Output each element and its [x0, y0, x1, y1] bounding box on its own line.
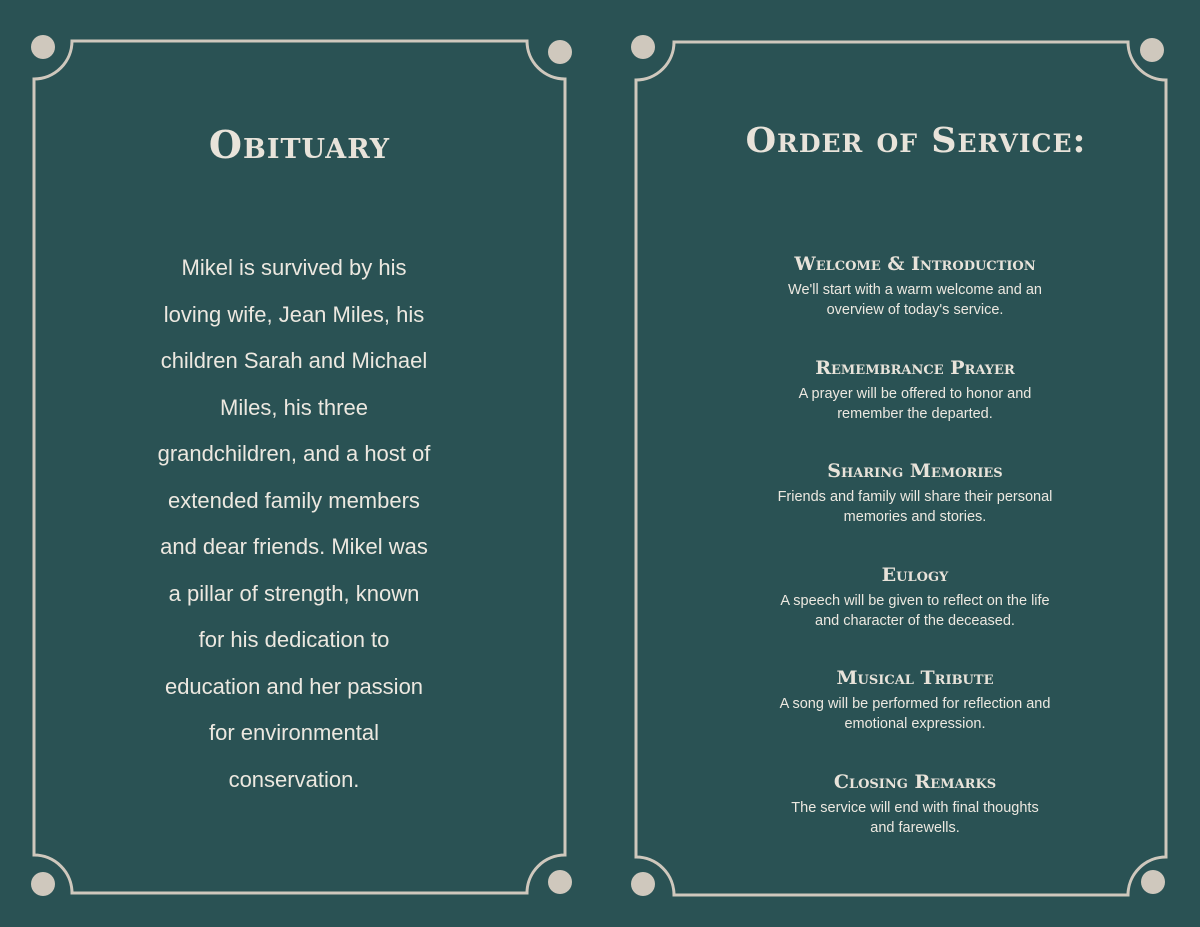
service-item-description	[700, 487, 1130, 527]
service-item-description	[700, 384, 1130, 424]
description-line: A song will be performed for reflection and	[779, 696, 1051, 712]
corner-dot-icon	[1141, 870, 1165, 894]
description-line: We'll start with a warm welcome and an	[788, 282, 1042, 298]
description-line: and farewells.	[870, 819, 960, 836]
service-item-description	[700, 591, 1130, 631]
obituary-line: and dear friends. Mikel was	[160, 534, 428, 559]
service-item-heading: Sharing Memories	[827, 460, 1003, 482]
service-item-description	[700, 694, 1130, 734]
service-item	[700, 664, 1130, 768]
obituary-line: Miles, his three	[220, 394, 368, 420]
corner-dot-icon	[548, 870, 572, 894]
obituary-title: Obituary	[208, 122, 391, 167]
description-line: A prayer will be offered to honor and	[798, 385, 1032, 402]
corner-dot-icon	[548, 40, 572, 64]
description-line: remember the departed.	[837, 405, 993, 422]
description-line: overview of today's service.	[826, 302, 1004, 318]
service-item	[700, 354, 1130, 458]
corner-dot-icon	[631, 35, 655, 59]
service-items	[700, 250, 1130, 871]
corner-dot-icon	[31, 872, 55, 896]
service-item-heading: Musical Tribute	[836, 667, 994, 689]
description-line: Friends and family will share their personal	[777, 489, 1053, 505]
service-item-heading: Remembrance Prayer	[815, 356, 1015, 379]
obituary-line: extended family members	[168, 487, 420, 513]
service-item-heading: Closing Remarks	[833, 770, 997, 793]
description-line: The service will end with final thoughts	[791, 799, 1039, 816]
obituary-line: Mikel is survived by his	[181, 255, 407, 280]
description-line: emotional expression.	[844, 716, 986, 732]
description-line: and character of the deceased.	[815, 612, 1015, 629]
service-item-heading: Eulogy	[881, 563, 949, 586]
service-item	[700, 250, 1130, 354]
description-line: memories and stories.	[843, 509, 987, 525]
service-item-description	[700, 798, 1130, 838]
service-item-description	[700, 280, 1130, 320]
obituary-text	[100, 245, 488, 803]
obituary-line: conservation.	[228, 766, 360, 792]
service-item-heading: Welcome & Introduction	[794, 253, 1036, 275]
obituary-line: for his dedication to	[198, 627, 390, 652]
corner-dot-icon	[631, 872, 655, 896]
obituary-line: grandchildren, and a host of	[157, 441, 431, 466]
corner-dot-icon	[31, 35, 55, 59]
obituary-line: for environmental	[209, 720, 379, 745]
obituary-line: children Sarah and Michael	[160, 348, 428, 373]
service-item	[700, 457, 1130, 561]
corner-dot-icon	[1140, 38, 1164, 62]
order-of-service-title: Order of Service:	[745, 120, 1087, 161]
description-line: A speech will be given to reflect on the life	[780, 592, 1050, 609]
service-item	[700, 768, 1130, 872]
service-item	[700, 561, 1130, 665]
obituary-line: loving wife, Jean Miles, his	[163, 301, 425, 327]
obituary-line: education and her passion	[164, 673, 424, 699]
obituary-line: a pillar of strength, known	[168, 580, 420, 606]
